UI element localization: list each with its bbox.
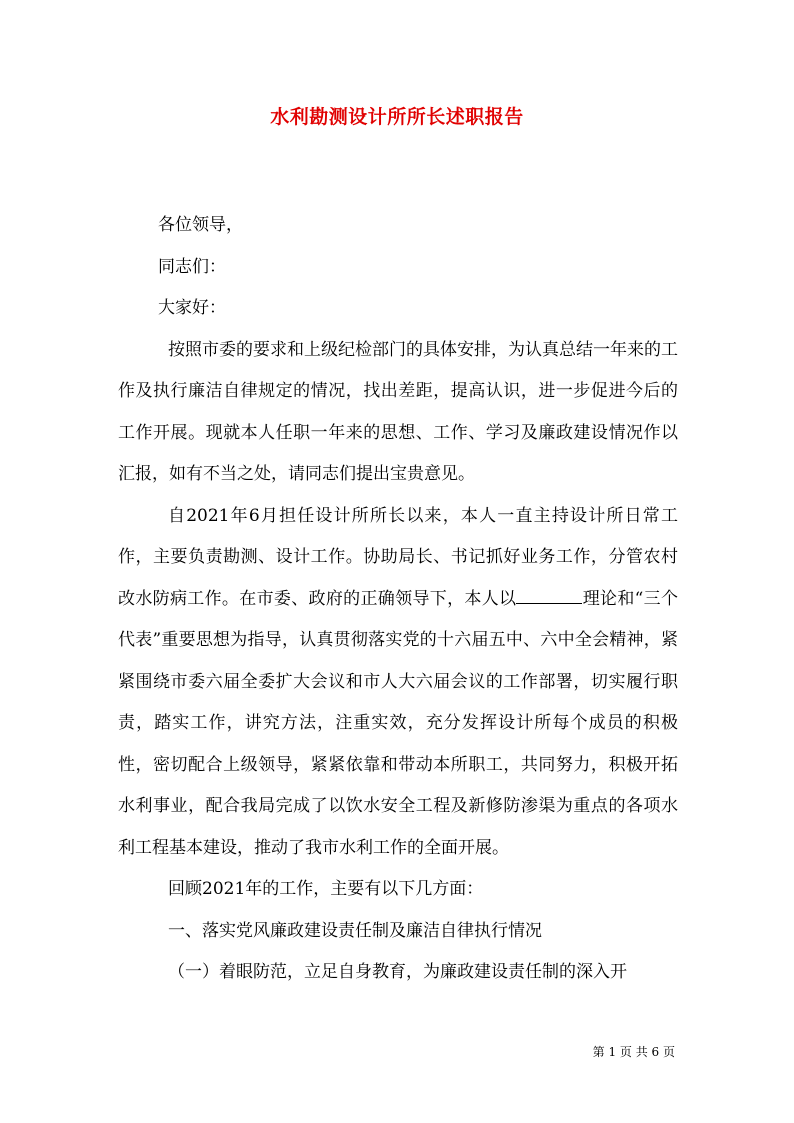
- salutation-leaders: 各位领导，: [158, 215, 243, 235]
- fill-in-blank: [516, 602, 582, 604]
- document-title: 水利勘测设计所所长述职报告: [270, 106, 524, 128]
- paragraph-review: 回顾2021年的工作，主要有以下几方面：: [168, 879, 484, 899]
- salutation-comrades: 同志们：: [158, 256, 226, 277]
- paragraph-tenure-continued: 理论和“三个代表”重要思想为指导，认真贯彻落实党的十六届五中、六中全会精神，紧紧围绕市委六届全委扩大会议和市人大六届会议的工作部署，切实履行职责，踏实工作，讲究方法，注重实效，充分发挥设计所每个成员的积极性，密切配合上级领导，紧紧依靠和带动本所职工，共同努力，积极开拓水利事业，配合我局完成了以饮水安全工程及新修防渗渠为重点的各项水利工程基本建设，推动了我市水利工作的全面开展。: [118, 588, 678, 858]
- document-body: [118, 205, 678, 994]
- subsection-heading-1: （一）着眼防范，立足自身教育，为廉政建设责任制的深入开: [168, 962, 627, 982]
- page-indicator: 第 1 页 共 6 页: [592, 1045, 675, 1059]
- paragraph-intro: 按照市委的要求和上级纪检部门的具体安排，为认真总结一年来的工作及执行廉洁自律规定的情况，找出差距，提高认识，进一步促进今后的工作开展。现就本人任职一年来的思想、工作、学习及廉政建设情况作以汇报，如有不当之处，请同志们提出宝贵意见。: [118, 339, 678, 484]
- section-heading-1: 一、落实党风廉政建设责任制及廉洁自律执行情况: [168, 920, 542, 941]
- paragraph-tenure-text: 自2021年6月担任设计所所长以来，本人一直主持设计所日常工作，主要负责勘测、设计工作。协助局长、书记抓好业务工作，分管农村改水防病工作。在市委、政府的正确领导下，本人以: [118, 505, 678, 609]
- salutation-greeting: 大家好：: [158, 298, 226, 318]
- paragraph-tenure: [118, 496, 678, 870]
